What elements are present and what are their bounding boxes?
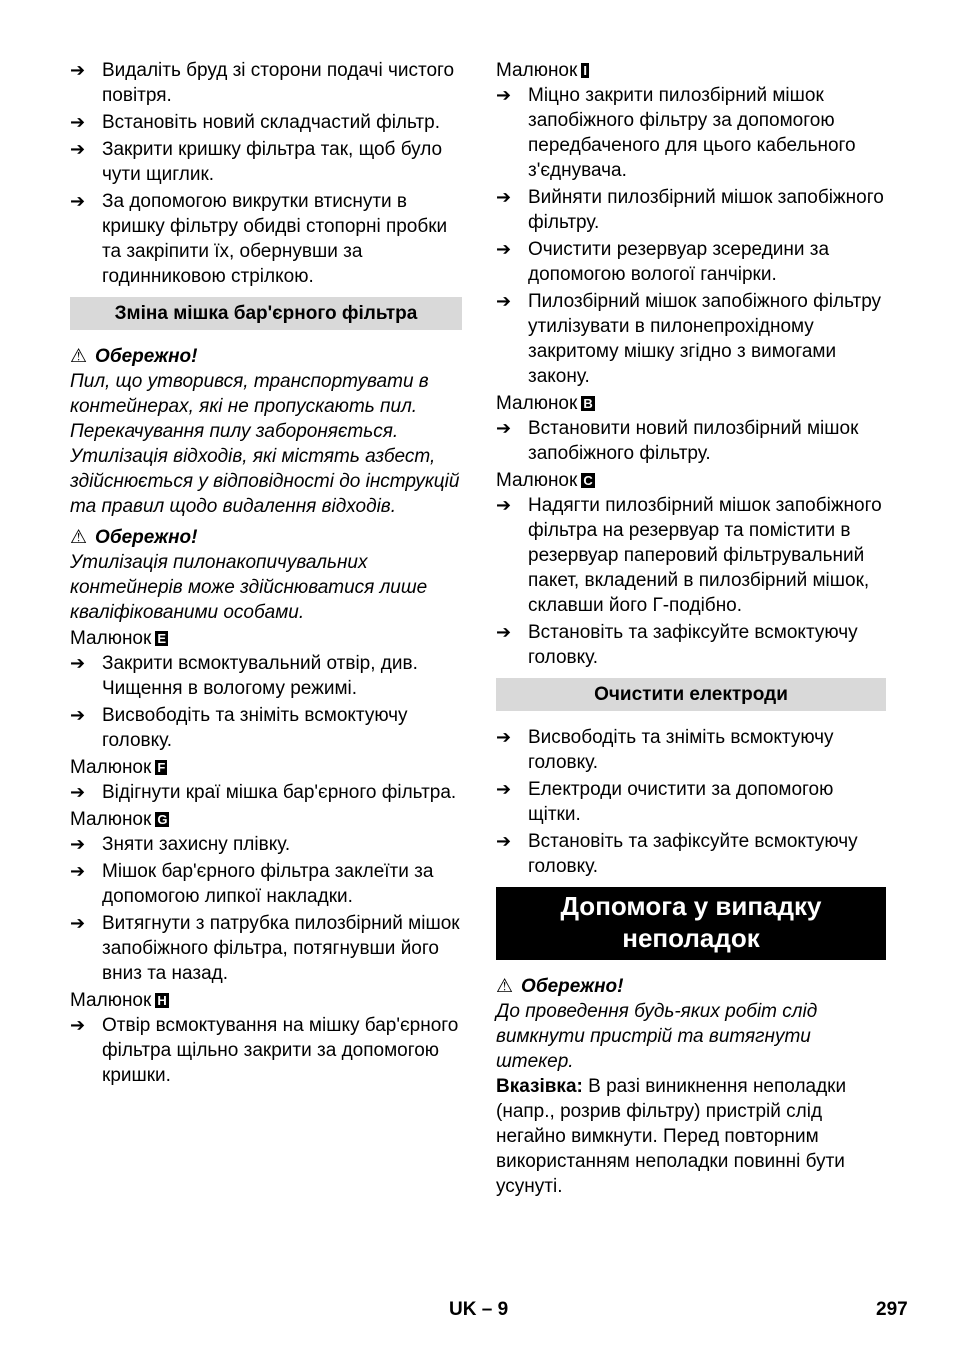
chapter-heading-troubleshooting: Допомога у випадку неполадок: [496, 887, 886, 960]
step-item: [70, 911, 462, 986]
arrow-right-icon: ➔: [496, 779, 512, 799]
note-paragraph: [496, 1074, 886, 1199]
step-item: [70, 189, 462, 289]
step-text: Мішок бар'єрного фільтра заклеїти за допомогою липкої накладки.: [102, 861, 434, 907]
step-text: Видаліть бруд зі сторони подачі чистого повітря.: [102, 60, 455, 106]
step-text: Електроди очистити за допомогою щітки.: [528, 779, 834, 825]
warning-icon: ⚠: [70, 346, 88, 367]
step-item: [496, 83, 886, 183]
step-text: Закрити кришку фільтра так, щоб було чути щиглик.: [102, 139, 443, 185]
arrow-right-icon: ➔: [70, 1015, 86, 1035]
arrow-right-icon: ➔: [496, 85, 512, 105]
step-list: [70, 1013, 462, 1088]
figure-letter-badge: F: [157, 760, 166, 775]
step-text: Встановіть та зафіксуйте всмоктуючу головку.: [528, 831, 858, 877]
figure-letter-badge: C: [583, 473, 593, 488]
step-item: [496, 725, 886, 775]
arrow-right-icon: ➔: [70, 653, 86, 673]
step-list: [496, 83, 886, 389]
step-text: За допомогою викрутки втиснути в кришку фільтру обидві стопорні пробки та закріпити їх, обернувши за годинниковою стрілкою.: [102, 191, 448, 287]
section-heading-barrier-filter: Зміна мішка бар'єрного фільтра: [70, 297, 462, 330]
figure-reference-e: [70, 626, 462, 651]
arrow-right-icon: ➔: [70, 782, 86, 802]
step-text: Висвободіть та зніміть всмоктуючу головку.: [102, 705, 408, 751]
figure-label: Малюнок: [70, 809, 152, 830]
warning-icon: ⚠: [496, 976, 514, 997]
arrow-right-icon: ➔: [496, 831, 512, 851]
arrow-right-icon: ➔: [496, 239, 512, 259]
arrow-right-icon: ➔: [496, 291, 512, 311]
step-item: [496, 620, 886, 670]
footer-section-label: UK – 9: [449, 1299, 509, 1320]
note-label: Вказівка:: [496, 1076, 583, 1097]
step-item: [496, 416, 886, 466]
step-item: [70, 1013, 462, 1088]
warning-heading: [496, 974, 886, 999]
step-item: [70, 58, 462, 108]
step-list: [70, 58, 462, 289]
step-text: Витягнути з патрубка пилозбірний мішок запобіжного фільтра, потягнувши його вниз та назад.: [102, 913, 460, 984]
figure-label: Малюнок: [496, 393, 578, 414]
step-item: [70, 651, 462, 701]
arrow-right-icon: ➔: [70, 139, 86, 159]
step-list: [496, 725, 886, 879]
figure-label: Малюнок: [496, 60, 578, 81]
step-text: Встановіть новий складчастий фільтр.: [102, 112, 440, 133]
arrow-right-icon: ➔: [496, 495, 512, 515]
warning-text: Пил, що утворився, транспортувати в контейнерах, які не пропускають пил. Перекачування пилу забороняється. Утилізація відходів, які містять азбест, здійснюється у відповідності до інструкцій та правил щодо видалення відходів.: [70, 371, 460, 517]
note-text: В разі виникнення неполадки (напр., розрив фільтру) пристрій слід негайно вимкнути. Перед повторним використанням неполадки повинні бути усунуті.: [496, 1076, 847, 1197]
step-text: Міцно закрити пилозбірний мішок запобіжного фільтру за допомогою передбаченого для цього кабельного з'єднувача.: [528, 85, 856, 181]
figure-reference-g: [70, 807, 462, 832]
warning-title: Обережно!: [95, 527, 198, 548]
step-item: [70, 832, 462, 857]
arrow-right-icon: ➔: [70, 60, 86, 80]
step-text: Надягти пилозбірний мішок запобіжного фільтра на резервуар та помістити в резервуар паперовий фільтрувальний пакет, вкладений в пилозбірний мішок, склавши його Г-подібно.: [528, 495, 882, 616]
warning-text: Утилізація пилонакопичувальних контейнерів може здійснюватися лише кваліфікованими особами.: [70, 552, 428, 623]
step-item: [496, 185, 886, 235]
step-text: Висвободіть та зніміть всмоктуючу головку.: [528, 727, 834, 773]
figure-label: Малюнок: [70, 757, 152, 778]
figure-label: Малюнок: [496, 470, 578, 491]
arrow-right-icon: ➔: [70, 913, 86, 933]
figure-reference-c: [496, 468, 886, 493]
arrow-right-icon: ➔: [496, 418, 512, 438]
step-item: [496, 829, 886, 879]
figure-letter-badge: I: [583, 63, 587, 78]
step-item: [496, 777, 886, 827]
warning-icon: ⚠: [70, 527, 88, 548]
figure-reference-i: [496, 58, 886, 83]
step-text: Очистити резервуар зсередини за допомогою вологої ганчірки.: [528, 239, 830, 285]
step-text: Отвір всмоктування на мішку бар'єрного фільтра щільно закрити за допомогою кришки.: [102, 1015, 459, 1086]
arrow-right-icon: ➔: [496, 187, 512, 207]
step-item: [70, 110, 462, 135]
arrow-right-icon: ➔: [70, 861, 86, 881]
step-list: [70, 832, 462, 986]
figure-reference-b: [496, 391, 886, 416]
warning-heading: [70, 344, 462, 369]
figure-label: Малюнок: [70, 628, 152, 649]
step-item: [70, 859, 462, 909]
step-list: [496, 493, 886, 670]
section-heading-electrodes: Очистити електроди: [496, 678, 886, 711]
step-list: [70, 651, 462, 753]
right-column: [496, 58, 886, 1199]
arrow-right-icon: ➔: [70, 834, 86, 854]
step-item: [496, 289, 886, 389]
warning-text: До проведення будь-яких робіт слід вимкнути пристрій та витягнути штекер.: [496, 1001, 818, 1072]
arrow-right-icon: ➔: [70, 191, 86, 211]
step-list: [496, 416, 886, 466]
step-text: Зняти захисну плівку.: [102, 834, 291, 855]
figure-reference-f: [70, 755, 462, 780]
warning-title: Обережно!: [521, 976, 624, 997]
step-item: [70, 780, 462, 805]
figure-label: Малюнок: [70, 990, 152, 1011]
step-text: Закрити всмоктувальний отвір, див. Чищення в вологому режимі.: [102, 653, 418, 699]
step-list: [70, 780, 462, 805]
step-text: Встановіть та зафіксуйте всмоктуючу головку.: [528, 622, 858, 668]
figure-letter-badge: E: [157, 631, 166, 646]
step-item: [496, 237, 886, 287]
warning-title: Обережно!: [95, 346, 198, 367]
arrow-right-icon: ➔: [496, 727, 512, 747]
arrow-right-icon: ➔: [496, 622, 512, 642]
figure-letter-badge: B: [583, 396, 593, 411]
step-text: Встановити новий пилозбірний мішок запобіжного фільтру.: [528, 418, 859, 464]
step-item: [70, 137, 462, 187]
step-text: Вийняти пилозбірний мішок запобіжного фільтру.: [528, 187, 884, 233]
arrow-right-icon: ➔: [70, 112, 86, 132]
figure-letter-badge: G: [157, 812, 168, 827]
step-item: [70, 703, 462, 753]
page-number: 297: [876, 1299, 908, 1320]
arrow-right-icon: ➔: [70, 705, 86, 725]
warning-heading: [70, 525, 462, 550]
step-item: [496, 493, 886, 618]
step-text: Пилозбірний мішок запобіжного фільтру утилізувати в пилонепрохідному закритому мішку згідно з вимогами закону.: [528, 291, 882, 387]
figure-letter-badge: H: [157, 993, 167, 1008]
figure-reference-h: [70, 988, 462, 1013]
left-column: [70, 58, 462, 1090]
step-text: Відігнути краї мішка бар'єрного фільтра.: [102, 782, 457, 803]
